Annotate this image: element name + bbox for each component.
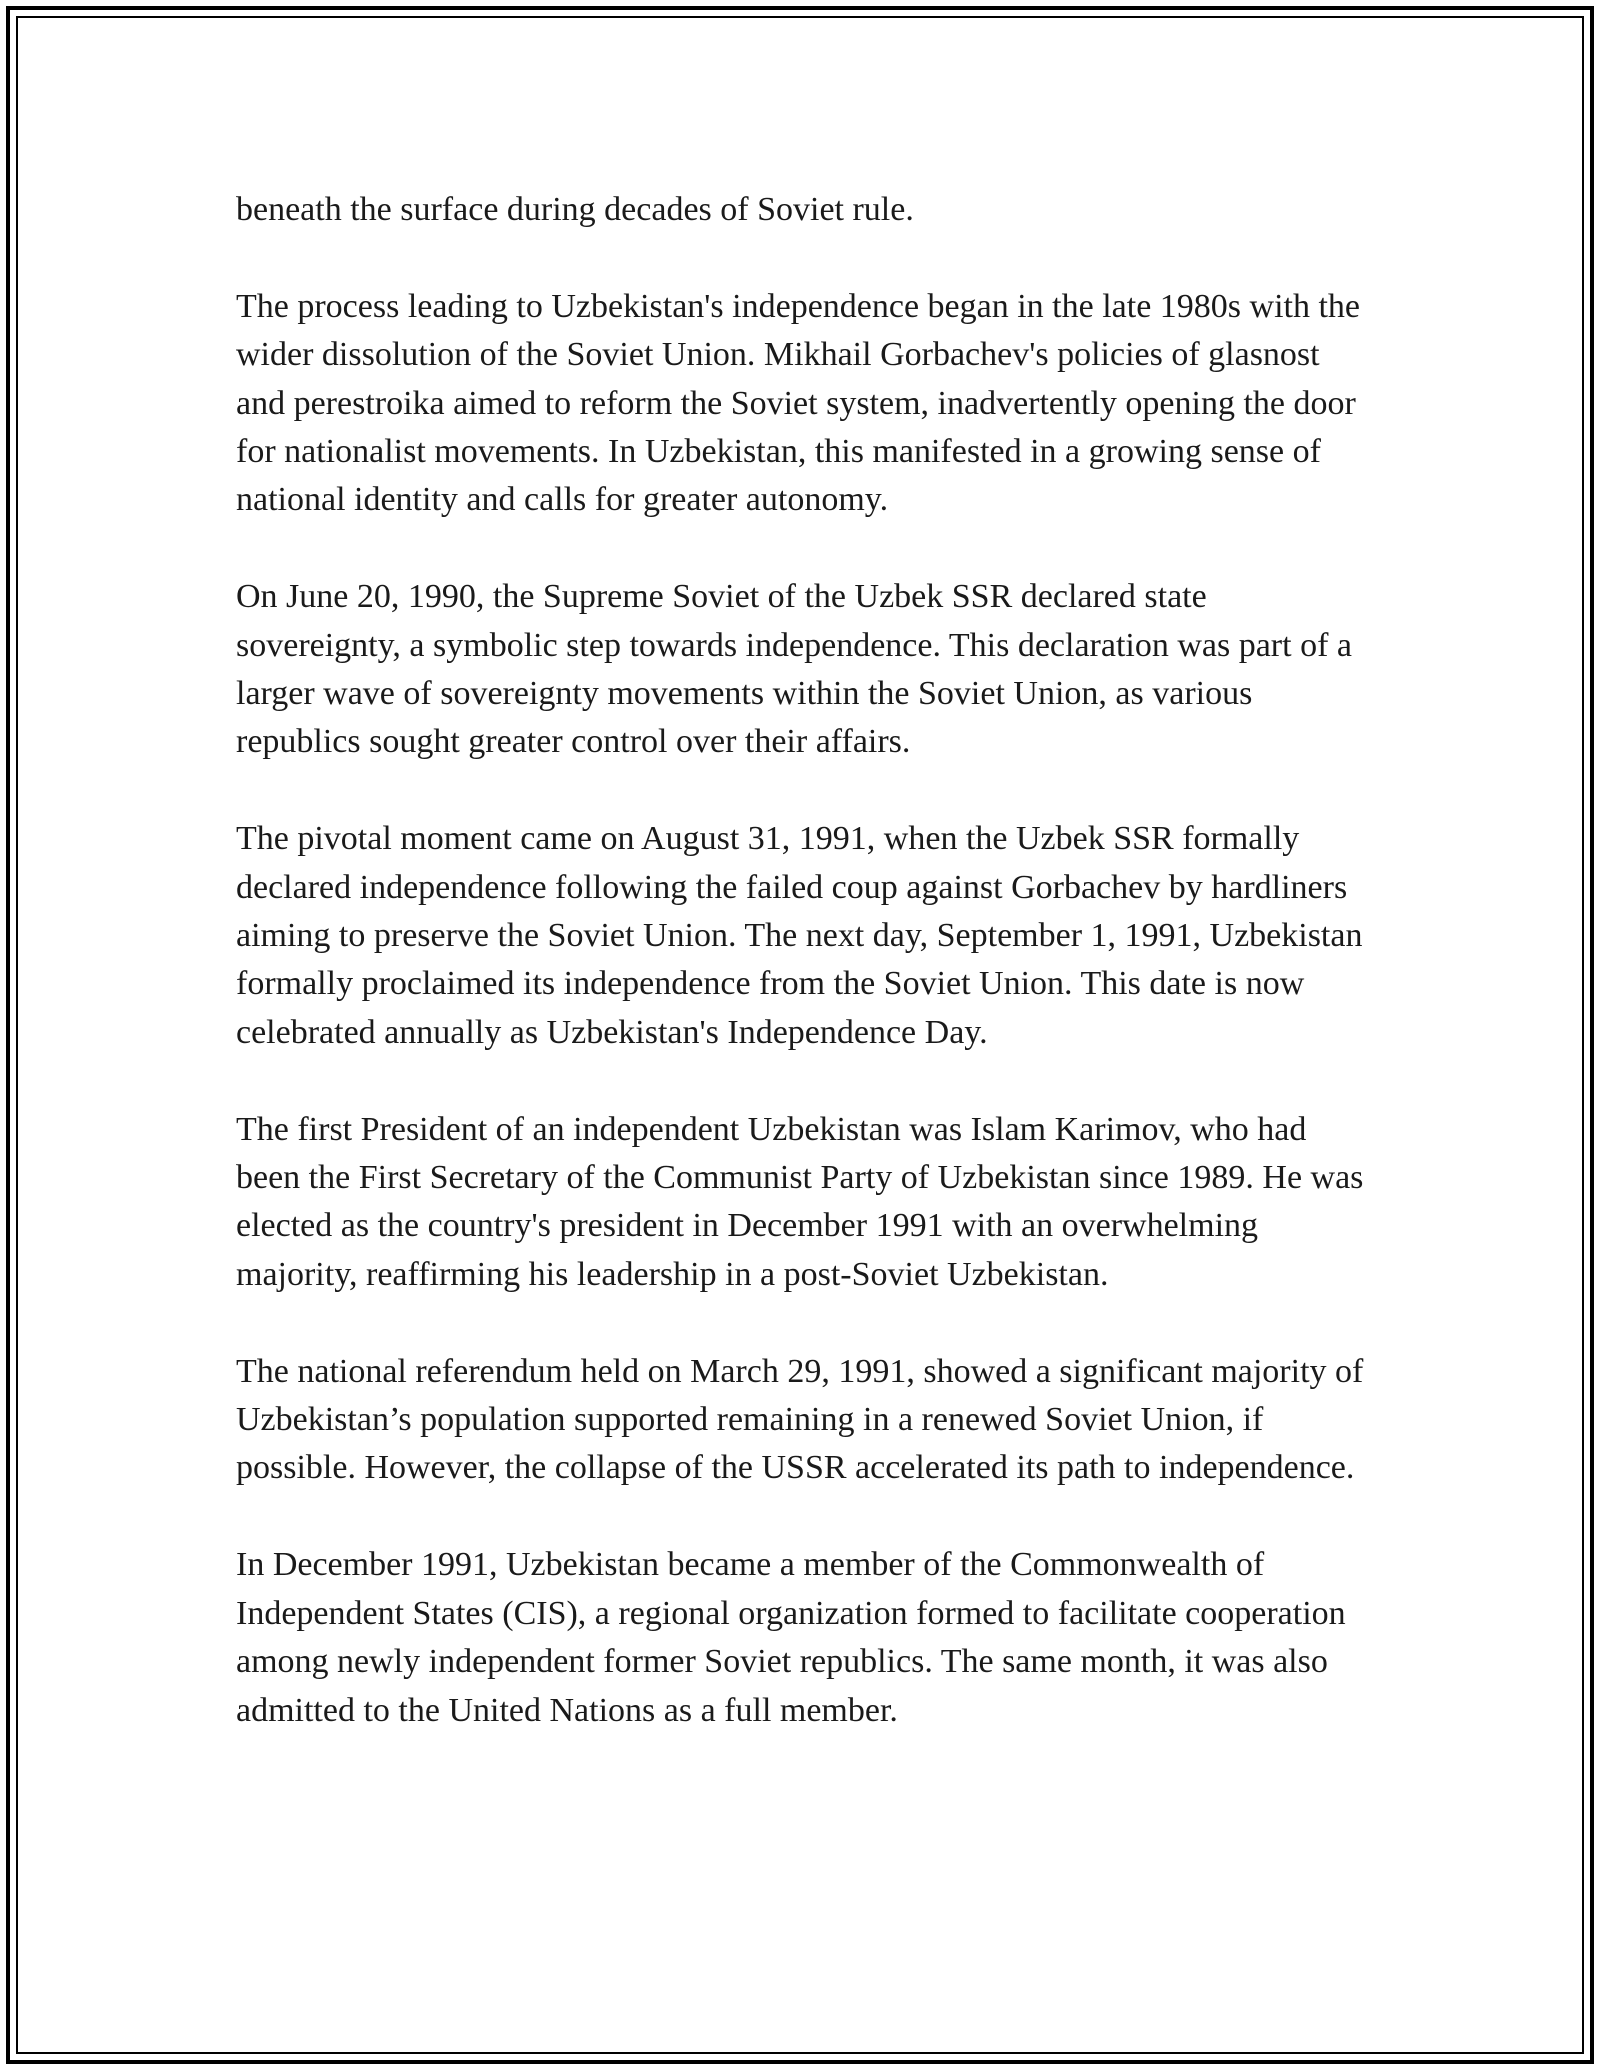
paragraph-sovereignty-declaration: On June 20, 1990, the Supreme Soviet of the Uzbek SSR declared state sovereignty, a symbolic step towards independence. This declaration was part of a larger wave of sovereignty movements within the Soviet Union, as various republics sought greater control over their affairs. bbox=[236, 578, 1352, 761]
paragraph-continuation: beneath the surface during decades of Soviet rule. bbox=[236, 191, 914, 228]
paragraph-cis-membership: In December 1991, Uzbekistan became a member of the Commonwealth of Independent States (CIS), a regional organization formed to facilitate cooperation among newly independent former Soviet republics. The same month, it was also admitted to the United Nations as a full member. bbox=[236, 1546, 1346, 1729]
paragraph-independence-process: The process leading to Uzbekistan's independence began in the late 1980s with the wider dissolution of the Soviet Union. Mikhail Gorbachev's policies of glasnost and perestroika aimed to reform the Soviet system, inadvertently opening the door for nationalist movements. In Uzbekistan, this manifested in a growing sense of national identity and calls for greater autonomy. bbox=[236, 287, 1361, 519]
document-body bbox=[236, 186, 1376, 1735]
paragraph-referendum: The national referendum held on March 29, 1991, showed a significant majority of Uzbekistan’s population supported remaining in a renewed Soviet Union, if possible. However, the collapse of the USSR accelerated its path to independence. bbox=[236, 1352, 1364, 1487]
paragraph-first-president: The first President of an independent Uzbekistan was Islam Karimov, who had been the First Secretary of the Communist Party of Uzbekistan since 1989. He was elected as the country's president in December 1991 with an overwhelming majority, reaffirming his leadership in a post-Soviet Uzbekistan. bbox=[236, 1110, 1364, 1293]
paragraph-independence-declared: The pivotal moment came on August 31, 1991, when the Uzbek SSR formally declared independence following the failed coup against Gorbachev by hardliners aiming to preserve the Soviet Union. The next day, September 1, 1991, Uzbekistan formally proclaimed its independence from the Soviet Union. This date is now celebrated annually as Uzbekistan's Independence Day. bbox=[236, 820, 1363, 1051]
